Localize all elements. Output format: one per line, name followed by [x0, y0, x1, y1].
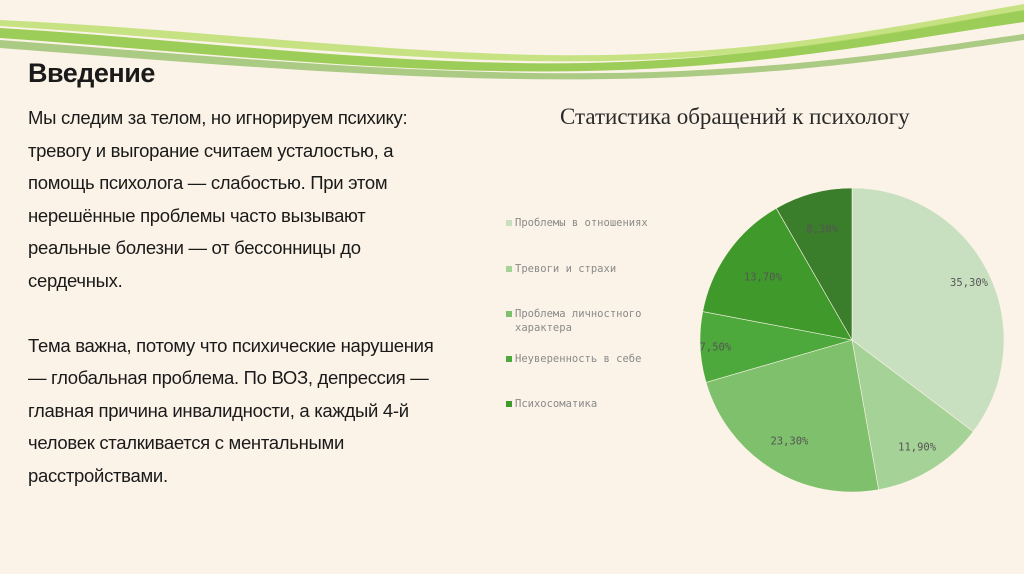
legend-swatch [506, 311, 512, 317]
slice-value-label: 23,30% [770, 435, 809, 448]
chart-title: Статистика обращений к психологу [560, 104, 910, 129]
legend-item [506, 216, 696, 230]
legend-item [506, 262, 696, 276]
legend-label: Психосоматика [515, 398, 598, 410]
slide-title: Введение [28, 58, 155, 88]
legend-label: Проблемы в отношениях [515, 217, 648, 229]
intro-paragraph: Мы следим за телом, но игнорируем психику: тревогу и выгорание считаем усталостью, а помощь психолога — слабостью. При этом нерешённые проблемы часто вызывают реальные болезни — от бессонницы до сердечных. [28, 107, 408, 291]
slice-value-label: 13,70% [743, 271, 782, 284]
legend-swatch [506, 356, 512, 362]
pie-chart [692, 180, 1012, 500]
legend-swatch [506, 401, 512, 407]
intro-text [28, 102, 448, 525]
slice-value-label: 11,90% [898, 441, 937, 454]
intro-paragraph: Тема важна, потому что психические нарушения — глобальная проблема. По ВОЗ, депрессия — главная причина инвалидности, а каждый 4-й человек сталкивается с ментальными расстройствами. [28, 334, 434, 486]
legend-label: Проблема личностного характера [515, 308, 642, 334]
legend-swatch [506, 266, 512, 272]
legend-swatch [506, 220, 512, 226]
legend-item [506, 307, 696, 335]
legend-item [506, 352, 696, 366]
legend-label: Тревоги и страхи [515, 263, 617, 275]
slice-value-label: 35,30% [950, 276, 988, 289]
legend-item [506, 397, 696, 411]
slice-value-label: 7,50% [699, 341, 732, 354]
slice-value-label: 8,30% [806, 223, 839, 236]
legend-label: Неуверенность в себе [515, 353, 642, 365]
